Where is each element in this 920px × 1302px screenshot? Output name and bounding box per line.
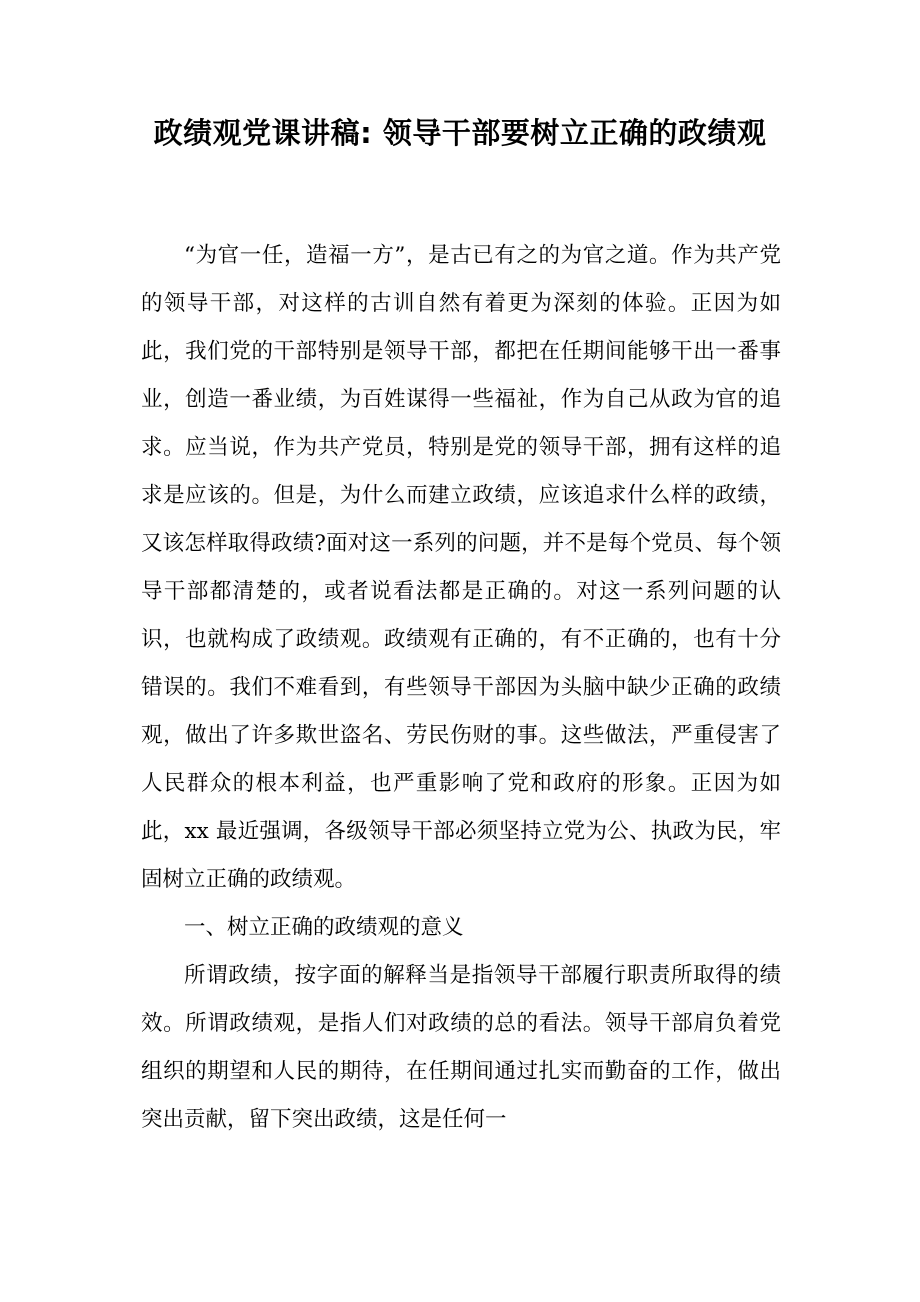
document-body [141, 232, 781, 1144]
section-heading-1: 一、树立正确的政绩观的意义 [184, 915, 464, 940]
paragraph-definition: 所谓政绩，按字面的解释当是指领导干部履行职责所取得的绩效。所谓政绩观，是指人们对政绩的总的看法。领导干部肩负着党组织的期望和人民的期待，在任期间通过扎实而勤奋的工作，做出突出贡献，留下突出政绩，这是任何一 [141, 963, 781, 1132]
document-title: 政绩观党课讲稿: 领导干部要树立正确的政绩观 [153, 116, 767, 150]
paragraph-intro: “为官一任，造福一方”，是古已有之的为官之道。作为共产党的领导干部，对这样的古训自然有着更为深刻的体验。正因为如此，我们党的干部特别是领导干部，都把在任期间能够干出一番事业，创造一番业绩，为百姓谋得一些福祉，作为自己从政为官的追求。应当说，作为共产党员，特别是党的领导干部，拥有这样的追求是应该的。但是，为什么而建立政绩，应该追求什么样的政绩，又该怎样取得政绩?面对这一系列的问题，并不是每个党员、每个领导干部都清楚的，或者说看法都是正确的。对这一系列问题的认识，也就构成了政绩观。政绩观有正确的，有不正确的，也有十分错误的。我们不难看到，有些领导干部因为头脑中缺少正确的政绩观，做出了许多欺世盗名、劳民伤财的事。这些做法，严重侵害了人民群众的根本利益，也严重影响了党和政府的形象。正因为如此，xx 最近强调，各级领导干部必须坚持立党为公、执政为民，牢固树立正确的政绩观。 [141, 243, 781, 892]
